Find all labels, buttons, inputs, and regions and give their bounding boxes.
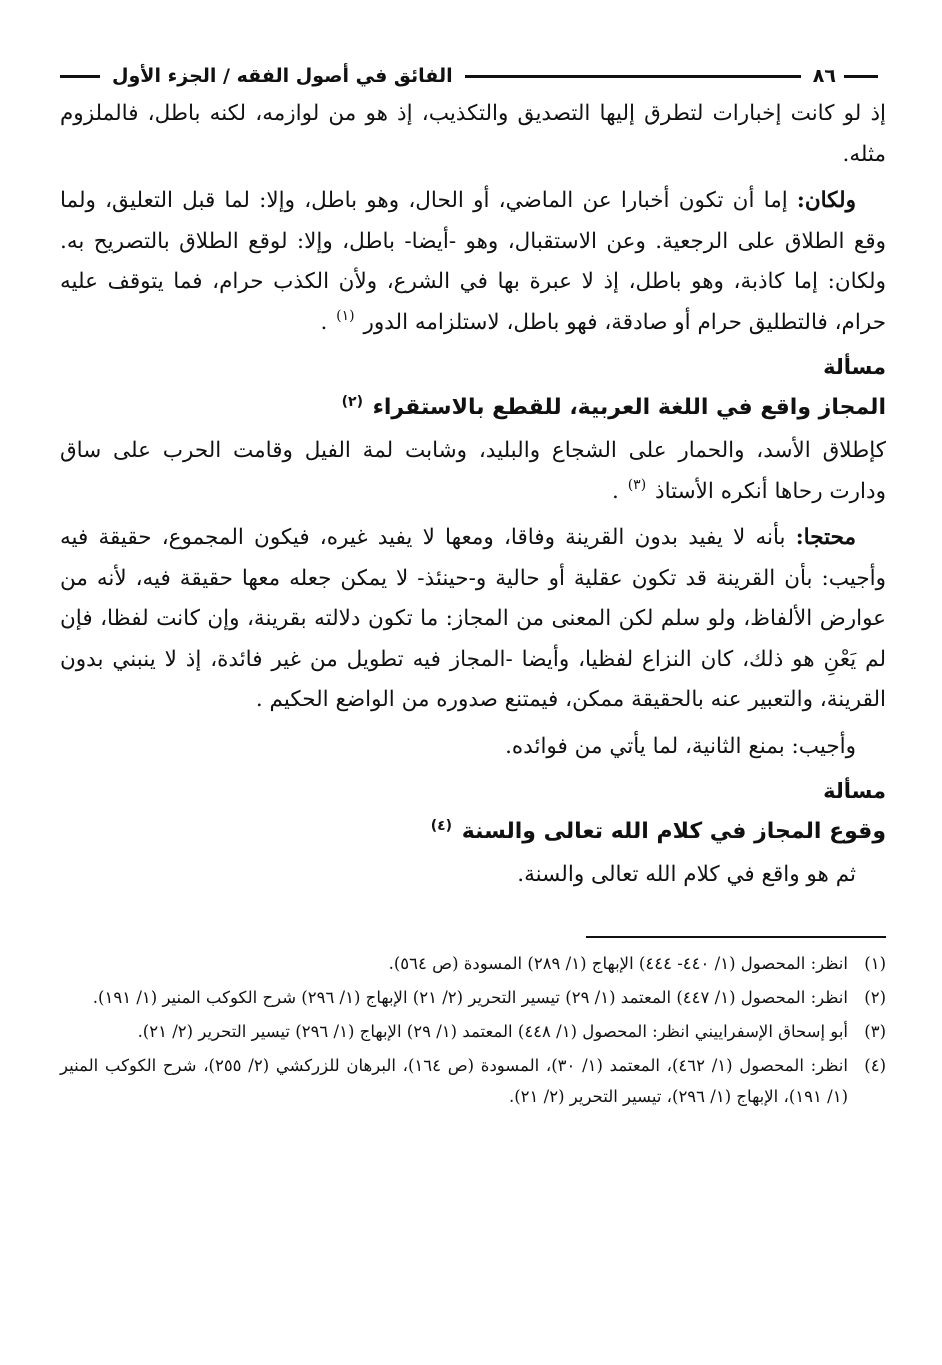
footnote-ref-4[interactable]: (٤): [430, 817, 453, 834]
paragraph-6: ثم هو واقع في كلام الله تعالى والسنة.: [517, 862, 856, 887]
section-2-heading-text: وقوع المجاز في كلام الله تعالى والسنة: [461, 819, 886, 844]
main-text: [60, 94, 886, 896]
paragraph-3-end: .: [612, 478, 619, 504]
paragraph-2: [60, 181, 886, 343]
footnote-3: [60, 1016, 886, 1047]
footnote-text: انظر: المحصول (١/ ٤٤٠- ٤٤٤) الإبهاج (١/ ٢٨٩) المسودة (ص ٥٦٤).: [388, 953, 848, 973]
footnote-separator: [586, 936, 886, 938]
header-rule-middle: [465, 75, 801, 78]
footnote-1: [60, 948, 886, 979]
footnote-number: (٤): [864, 1055, 886, 1075]
footnote-ref-3[interactable]: (٣): [627, 477, 647, 494]
paragraph-3-text: كإطلاق الأسد، والحمار على الشجاع والبليد، وشابت لمة الفيل وقامت الحرب على ساق ودارت رحاها أنكره الأستاذ: [60, 438, 886, 504]
paragraph-2-end: .: [320, 309, 328, 335]
paragraph-4-lead: محتجا:: [795, 525, 856, 550]
section-2-heading: [60, 811, 886, 853]
footnote-ref-1[interactable]: (١): [336, 308, 355, 325]
section-1-label: مسألة: [823, 355, 886, 379]
page-number: ٨٦: [812, 65, 836, 87]
footnote-text: انظر: المحصول (١/ ٤٦٢)، المعتمد (١/ ٣٠)، المسودة (ص ١٦٤)، البرهان للزركشي (٢/ ٢٥٥)، شرح الكوكب المنير (١/ ١٩١)، الإبهاج (١/ ٢٩٦)، تيسير التحرير (٢/ ٢١).: [60, 1055, 848, 1106]
footnotes: [60, 948, 886, 1112]
section-1-heading: [60, 387, 886, 429]
footnote-4: [60, 1050, 886, 1112]
footnote-number: (٢): [864, 987, 886, 1007]
running-header: [60, 58, 886, 94]
paragraph-5: وأجيب: بمنع الثانية، لما يأتي من فوائده.: [505, 733, 856, 759]
footnote-text: أبو إسحاق الإسفراييني انظر: المحصول (١/ ٤٤٨) المعتمد (١/ ٢٩) الإبهاج (١/ ٢٩٦) تيسير التحرير (٢/ ٢١).: [137, 1021, 848, 1041]
paragraph-4: [60, 518, 886, 721]
paragraph-4-text: بأنه لا يفيد بدون القرينة وفاقا، ومعها لا يفيد غيره، فيكون المجموع، حقيقة فيه وأجيب: بأن القرينة قد تكون عقلية أو حالية و-حينئذ- لا يمكن جعله معها حقيقة فيه، لأنه من عوارض الألفاظ، ولو سلم لكن المعنى من المجاز: ما تكون دلالته بقرينة، وإن كانت لفظا، فإن لم يَعْنِ هو ذلك، كان النزاع لفظيا، وأيضا -المجاز فيه تطويل من غير فائدة، إذ لا ينبني بدون القرينة، والتعبير عنه بالحقيقة ممكن، فيمتنع صدوره من الواضع الحكيم .: [60, 525, 886, 712]
footnote-text: انظر: المحصول (١/ ٤٤٧) المعتمد (١/ ٢٩) تيسير التحرير (٢/ ٢١) الإبهاج (١/ ٢٩٦) شرح الكوكب المنير (١/ ١٩١).: [92, 987, 848, 1007]
header-rule-end: [60, 75, 100, 78]
paragraph-2-lead: ولكان:: [796, 188, 856, 213]
footnote-number: (١): [864, 953, 886, 973]
paragraph-2-text: إما أن تكون أخبارا عن الماضي، أو الحال، وهو باطل، وإلا: لما قبل التعليق، ولما وقع الطلاق على الرجعية. وعن الاستقبال، وهو -أيضا- باطل، وإلا: لوقع الطلاق بالتصريح به. ولكان: إما كاذبة، وهو باطل، إذ لا عبرة بها في الشرع، ولأن الكذب حرام، فما يتوقف عليه حرام، فالتطليق حرام أو صادقة، فهو باطل، لاستلزامه الدور: [60, 188, 886, 335]
section-1-heading-text: المجاز واقع في اللغة العربية، للقطع بالاستقراء: [372, 395, 886, 420]
paragraph-1: إذ لو كانت إخبارات لتطرق إليها التصديق والتكذيب، إذ هو من لوازمه، لكنه باطل، فالملزوم مثله.: [60, 101, 886, 167]
footnote-number: (٣): [864, 1021, 886, 1041]
book-title: الفائق في أصول الفقه / الجزء الأول: [112, 65, 453, 87]
footnote-ref-2[interactable]: (٢): [341, 393, 363, 410]
paragraph-3: [60, 431, 886, 512]
footnote-2: [60, 982, 886, 1013]
header-rule-start: [844, 75, 878, 78]
section-2-label: مسألة: [823, 779, 886, 803]
